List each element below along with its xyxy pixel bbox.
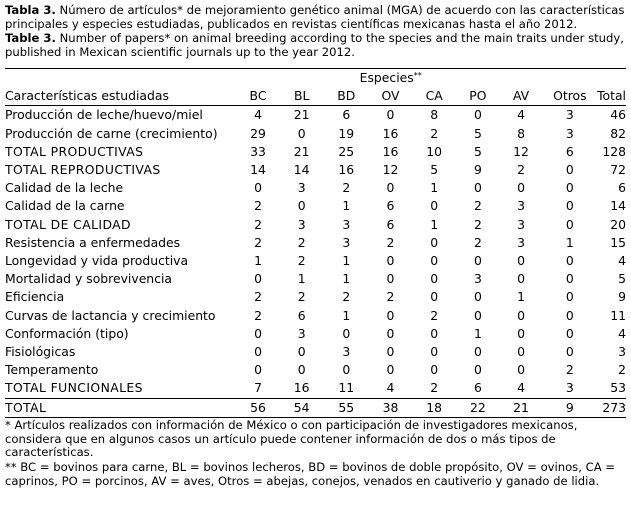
table-cell: 4	[386, 380, 395, 396]
table-cell: 9	[473, 162, 482, 178]
table-cell: 0	[430, 234, 439, 250]
table-cell: 0	[517, 325, 526, 341]
table-cell: 8	[517, 125, 526, 141]
table-cell: 3	[342, 234, 351, 250]
row-label: Resistencia a enfermedades	[5, 234, 181, 250]
table-cell: 3	[342, 344, 351, 360]
table-cell: 15	[610, 234, 626, 250]
table-cell: 16	[382, 125, 399, 141]
table-row	[5, 179, 626, 197]
table-cell: 0	[254, 362, 262, 378]
table-cell: 0	[565, 325, 574, 341]
table-cell: 0	[430, 198, 439, 214]
data-table	[5, 68, 626, 418]
table-cell: 1	[297, 271, 306, 287]
table-cell: 0	[473, 289, 482, 305]
table-cell: 0	[565, 162, 574, 178]
table-cell: 2	[430, 380, 439, 396]
table-cell: 0	[297, 362, 306, 378]
table-cell: 14	[293, 162, 310, 178]
table-cell: 2	[473, 216, 482, 232]
table-cell: 3	[297, 180, 306, 196]
species-group-label: Especies	[359, 70, 414, 85]
table-cell: 0	[473, 180, 482, 196]
footnote-2: ** BC = bovinos para carne, BL = bovinos lecheros, BD = bovinos de doble propósito, OV = ovinos, CA = caprinos, PO = porcinos, AV = aves, Otros = abejas, conejos, venados en cautiverio y ganado de lidia.	[5, 460, 616, 489]
table-cell: 2	[254, 234, 262, 250]
table-row	[5, 343, 626, 361]
table-cell: 2	[618, 362, 626, 378]
table-row	[5, 106, 626, 125]
table-cell: 56	[236, 398, 279, 417]
table-cell: 3	[565, 380, 574, 396]
table-cell: 0	[430, 344, 439, 360]
table-cell: 3	[297, 216, 306, 232]
table-row	[5, 307, 626, 325]
table-cell: 16	[293, 380, 310, 396]
column-header: PO	[456, 87, 499, 106]
table-cell: 1	[342, 307, 351, 323]
row-label: TOTAL	[5, 398, 236, 417]
row-label: TOTAL FUNCIONALES	[5, 380, 143, 396]
caption-spanish	[5, 3, 626, 31]
table-cell: 0	[254, 180, 262, 196]
caption-es-label: Tabla 3.	[5, 3, 56, 17]
row-label: TOTAL DE CALIDAD	[5, 216, 131, 232]
table-cell: 21	[293, 107, 310, 123]
table-cell: 0	[342, 325, 351, 341]
row-label: Mortalidad y sobrevivencia	[5, 271, 173, 287]
table-cell: 0	[565, 289, 574, 305]
row-label: Longevidad y vida productiva	[5, 253, 189, 269]
table-cell: 6	[342, 107, 351, 123]
row-label: Calidad de la carne	[5, 198, 125, 214]
table-cell: 16	[338, 162, 355, 178]
table-cell: 14	[250, 162, 266, 178]
caption-en-text: Number of papers* on animal breeding according to the species and the main traits under study, published in Mexican scientific journals up to the year 2012.	[5, 31, 624, 59]
table-cell: 1	[342, 271, 351, 287]
table-cell: 1	[430, 216, 439, 232]
table-cell: 0	[565, 180, 574, 196]
table-row	[5, 325, 626, 343]
table-row	[5, 288, 626, 306]
table-cell: 1	[565, 234, 574, 250]
table-cell: 1	[473, 325, 482, 341]
species-group-header	[280, 69, 626, 88]
table-cell: 0	[430, 325, 439, 341]
table-cell: 0	[386, 307, 395, 323]
table-row	[5, 234, 626, 252]
table-row	[5, 197, 626, 215]
table-cell: 6	[386, 198, 395, 214]
table-cell: 3	[565, 107, 574, 123]
table-cell: 0	[386, 271, 395, 287]
table-cell: 22	[456, 398, 499, 417]
table-cell: 4	[254, 107, 262, 123]
table-cell: 21	[293, 143, 310, 159]
table-cell: 6	[473, 380, 482, 396]
table-cell: 0	[565, 344, 574, 360]
table-cell: 2	[473, 198, 482, 214]
table-cell: 3	[517, 216, 526, 232]
table-cell: 128	[602, 143, 626, 159]
table-cell: 11	[610, 307, 626, 323]
table-cell: 0	[565, 271, 574, 287]
table-cell: 2	[342, 180, 351, 196]
row-label: Curvas de lactancia y crecimiento	[5, 307, 216, 323]
table-cell: 5	[473, 125, 482, 141]
table-cell: 0	[342, 362, 351, 378]
trait-header: Características estudiadas	[5, 87, 236, 106]
table-cell: 54	[280, 398, 324, 417]
table-cell: 0	[430, 253, 439, 269]
table-cell: 0	[386, 344, 395, 360]
table-cell: 4	[618, 325, 626, 341]
table-cell: 2	[297, 234, 306, 250]
table-cell: 1	[342, 198, 351, 214]
table-cell: 4	[517, 107, 526, 123]
table-cell: 6	[618, 180, 626, 196]
column-header: BL	[280, 87, 324, 106]
table-cell: 0	[517, 271, 526, 287]
table-cell: 2	[254, 198, 262, 214]
row-label: Calidad de la leche	[5, 180, 124, 196]
table-cell: 9	[618, 289, 626, 305]
row-label: Producción de leche/huevo/miel	[5, 107, 203, 123]
table-cell: 25	[338, 143, 355, 159]
table-cell: 0	[473, 344, 482, 360]
table-cell: 0	[254, 271, 262, 287]
table-cell: 3	[517, 198, 526, 214]
table-cell: 4	[517, 380, 526, 396]
species-group-row	[5, 69, 626, 88]
table-cell: 0	[297, 198, 306, 214]
table-cell: 0	[517, 253, 526, 269]
table-cell: 0	[430, 289, 439, 305]
table-cell: 2	[297, 289, 306, 305]
table-cell: 6	[565, 143, 574, 159]
table-cell: 2	[386, 289, 395, 305]
row-label: Conformación (tipo)	[5, 325, 129, 341]
table-cell: 0	[473, 107, 482, 123]
table-row	[5, 379, 626, 398]
table-cell: 0	[297, 344, 306, 360]
row-label: TOTAL REPRODUCTIVAS	[5, 162, 161, 178]
table-row	[5, 143, 626, 161]
row-label: Eficiencia	[5, 289, 65, 305]
table-cell: 273	[597, 398, 626, 417]
table-cell: 0	[297, 125, 306, 141]
table-cell: 3	[297, 325, 306, 341]
table-cell: 0	[430, 362, 439, 378]
table-cell: 3	[565, 125, 574, 141]
table-cell: 2	[297, 253, 306, 269]
table-cell: 1	[430, 180, 439, 196]
row-label: Fisiológicas	[5, 344, 76, 360]
row-label: Temperamento	[5, 362, 99, 378]
column-header: BD	[324, 87, 369, 106]
table-cell: 1	[517, 289, 526, 305]
table-cell: 5	[618, 271, 626, 287]
column-header: OV	[369, 87, 412, 106]
table-cell: 9	[543, 398, 597, 417]
species-group-mark: **	[413, 71, 422, 80]
caption-en-label: Table 3.	[5, 31, 56, 45]
table-cell: 0	[565, 307, 574, 323]
table-cell: 0	[254, 344, 262, 360]
table-cell: 2	[517, 162, 526, 178]
table-cell: 0	[430, 271, 439, 287]
table-cell: 2	[386, 234, 395, 250]
table-cell: 0	[386, 253, 395, 269]
table-cell: 0	[565, 253, 574, 269]
table-cell: 11	[338, 380, 355, 396]
table-cell: 5	[473, 143, 482, 159]
table-cell: 2	[430, 125, 439, 141]
table-cell: 3	[342, 216, 351, 232]
table-cell: 4	[618, 253, 626, 269]
table-cell: 0	[386, 180, 395, 196]
table-cell: 14	[610, 198, 626, 214]
table-cell: 0	[254, 325, 262, 341]
table-cell: 0	[517, 344, 526, 360]
table-cell: 38	[369, 398, 412, 417]
column-header: Total	[597, 87, 626, 106]
table-cell: 53	[610, 380, 626, 396]
column-header-row	[5, 87, 626, 106]
table-cell: 5	[430, 162, 439, 178]
table-row	[5, 270, 626, 288]
row-label: Producción de carne (crecimiento)	[5, 125, 218, 141]
table-cell: 10	[426, 143, 443, 159]
footnote-1: * Artículos realizados con información de México o con participación de investigadores mexicanos, considera que en algunos casos un artículo puede contener información de dos o más tipos de características.	[5, 417, 578, 460]
table-cell: 0	[473, 307, 482, 323]
table-cell: 46	[610, 107, 626, 123]
table-cell: 3	[618, 344, 626, 360]
table-cell: 0	[517, 307, 526, 323]
table-cell: 3	[517, 234, 526, 250]
table-cell: 2	[430, 307, 439, 323]
table-cell: 6	[386, 216, 395, 232]
table-cell: 55	[324, 398, 369, 417]
table-cell: 12	[382, 162, 399, 178]
table-row	[5, 252, 626, 270]
table-cell: 2	[254, 289, 262, 305]
table-cell: 12	[513, 143, 529, 159]
table-cell: 0	[386, 325, 395, 341]
table-cell: 2	[254, 307, 262, 323]
table-cell: 33	[250, 143, 266, 159]
table-cell: 0	[517, 180, 526, 196]
table-row	[5, 398, 626, 417]
column-header: AV	[499, 87, 542, 106]
table-row	[5, 125, 626, 143]
caption-es-text: Número de artículos* de mejoramiento genético animal (MGA) de acuerdo con las características principales y especies estudiadas, publicados en revistas científicas mexicanas hasta el año 2012.	[5, 3, 625, 31]
table-cell: 72	[610, 162, 626, 178]
table-cell: 16	[382, 143, 399, 159]
table-cell: 0	[386, 107, 395, 123]
table-row	[5, 216, 626, 234]
table-cell: 0	[565, 216, 574, 232]
table-row	[5, 161, 626, 179]
caption-english	[5, 31, 626, 59]
table-cell: 82	[610, 125, 626, 141]
table-cell: 0	[473, 362, 482, 378]
column-header: BC	[236, 87, 279, 106]
column-header: CA	[412, 87, 456, 106]
table-cell: 2	[473, 234, 482, 250]
table-cell: 3	[473, 271, 482, 287]
column-header: Otros	[543, 87, 597, 106]
table-row	[5, 361, 626, 379]
table-cell: 2	[565, 362, 574, 378]
table-cell: 0	[386, 362, 395, 378]
table-cell: 1	[342, 253, 351, 269]
table-cell: 6	[297, 307, 306, 323]
table-cell: 0	[565, 198, 574, 214]
table-cell: 2	[342, 289, 351, 305]
table-cell: 19	[338, 125, 355, 141]
table-cell: 0	[517, 362, 526, 378]
table-cell: 29	[250, 125, 266, 141]
table-cell: 1	[254, 253, 262, 269]
row-label: TOTAL PRODUCTIVAS	[5, 143, 144, 159]
table-cell: 0	[473, 253, 482, 269]
table-cell: 18	[412, 398, 456, 417]
table-cell: 2	[254, 216, 262, 232]
table-cell: 20	[610, 216, 626, 232]
table-cell: 8	[430, 107, 439, 123]
table-cell: 21	[499, 398, 542, 417]
table-cell: 7	[254, 380, 262, 396]
